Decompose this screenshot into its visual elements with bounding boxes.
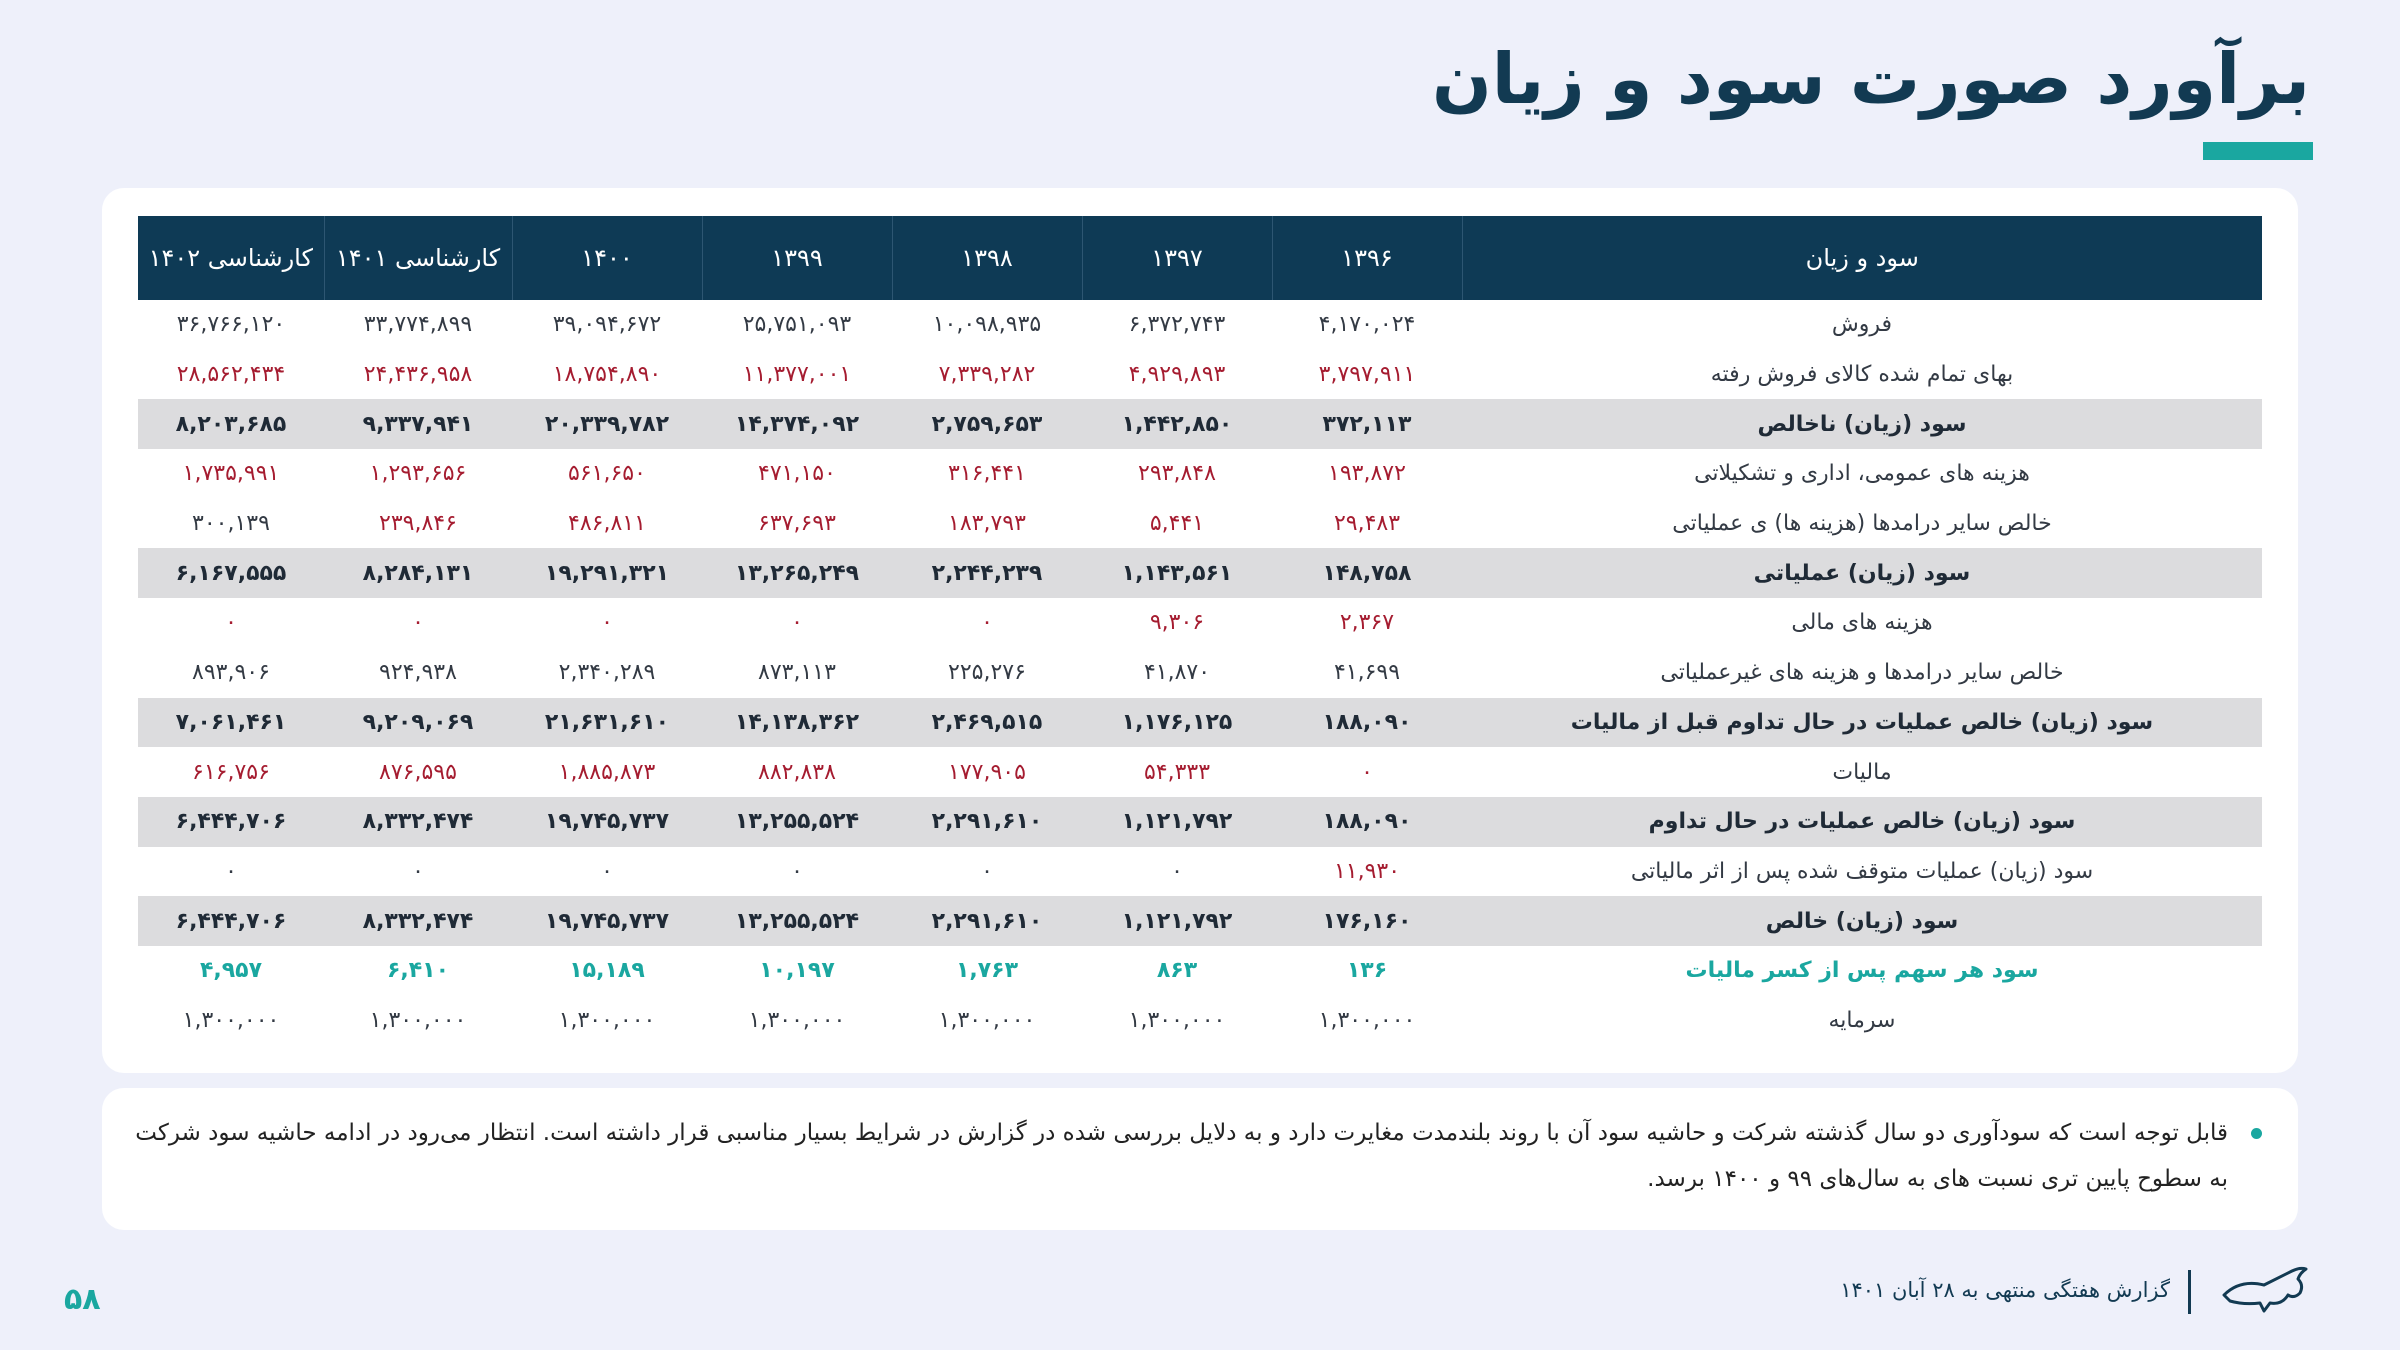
row-label — [1462, 350, 2262, 400]
table-cell: ۰ — [601, 610, 613, 636]
table-cell: ۱۳۶ — [1346, 958, 1388, 984]
table-cell: ۲۸,۵۶۲,۴۳۴ — [176, 362, 286, 388]
table-cell: ۶,۴۴۴,۷۰۶ — [138, 797, 324, 847]
table-cell: ۱,۴۴۲,۸۵۰ — [1082, 399, 1272, 449]
table-cell: ۳۱۶,۴۴۱ — [948, 461, 1026, 487]
table-cell: ۴۱,۶۹۹ — [1333, 660, 1401, 686]
table-cell: ۱,۳۰۰,۰۰۰ — [748, 1007, 846, 1033]
table-cell: ۱۰,۰۹۸,۹۳۵ — [932, 312, 1042, 338]
table-row — [138, 499, 2262, 549]
table-cell: ۲۹,۴۸۳ — [1333, 511, 1401, 537]
table-cell: ۱۳,۲۵۵,۵۲۴ — [702, 797, 892, 847]
table-cell: ۲۰,۳۳۹,۷۸۲ — [512, 399, 702, 449]
table-header-row — [138, 216, 2262, 300]
table-cell: ۸۷۳,۱۱۳ — [758, 660, 836, 686]
table-cell: ۱۹,۷۴۵,۷۳۷ — [512, 797, 702, 847]
table-cell: ۳۷۲,۱۱۳ — [1272, 399, 1462, 449]
table-row — [138, 896, 2262, 946]
table-cell: ۰ — [225, 858, 237, 884]
table-cell: ۱۵,۱۸۹ — [569, 958, 645, 984]
row-label-text: مالیات — [1832, 759, 1892, 785]
table-cell: ۲,۷۵۹,۶۵۳ — [892, 399, 1082, 449]
table-cell: ۵۴,۳۳۳ — [1143, 759, 1211, 785]
row-label — [1462, 797, 2262, 847]
table-row — [138, 300, 2262, 350]
row-label — [1462, 698, 2262, 748]
table-cell: ۱,۳۰۰,۰۰۰ — [369, 1007, 467, 1033]
table-cell: ۱۹۳,۸۷۲ — [1328, 461, 1406, 487]
table-cell: ۶,۳۷۲,۷۴۳ — [1128, 312, 1226, 338]
table-cell: ۸۸۲,۸۳۸ — [758, 759, 836, 785]
footer-report-title: گزارش هفتگی منتهی به ۲۸ آبان ۱۴۰۱ — [1840, 1278, 2170, 1302]
table-cell: ۳,۷۹۷,۹۱۱ — [1318, 362, 1416, 388]
table-cell: ۱۹,۷۴۵,۷۳۷ — [512, 896, 702, 946]
header-1397: ۱۳۹۷ — [1082, 216, 1272, 300]
table-cell: ۲۲۵,۲۷۶ — [948, 660, 1026, 686]
table-cell: ۱۸۳,۷۹۳ — [948, 511, 1026, 537]
table-cell: ۱۹,۲۹۱,۳۲۱ — [512, 548, 702, 598]
table-cell: ۱۱,۹۳۰ — [1333, 858, 1401, 884]
table-cell: ۷,۳۳۹,۲۸۲ — [938, 362, 1036, 388]
table-cell: ۵,۴۴۱ — [1149, 511, 1205, 537]
table-cell: ۴,۹۵۷ — [199, 958, 263, 984]
header-1396: ۱۳۹۶ — [1272, 216, 1462, 300]
table-cell: ۸۹۳,۹۰۶ — [192, 660, 270, 686]
table-cell: ۱۴,۳۷۴,۰۹۲ — [702, 399, 892, 449]
table-cell: ۰ — [1361, 759, 1373, 785]
table-row — [138, 847, 2262, 897]
page-title: برآورد صورت سود و زیان — [1432, 38, 2310, 120]
table-cell: ۲۱,۶۳۱,۶۱۰ — [512, 698, 702, 748]
table-cell: ۱۰,۱۹۷ — [759, 958, 835, 984]
table-cell: ۱,۲۹۳,۶۵۶ — [369, 461, 467, 487]
table-cell: ۱,۷۳۵,۹۹۱ — [182, 461, 280, 487]
header-1399: ۱۳۹۹ — [702, 216, 892, 300]
table-cell: ۱۳,۲۶۵,۲۴۹ — [702, 548, 892, 598]
row-label-text: سود (زیان) خالص عملیات در حال تداوم — [1648, 809, 2076, 835]
income-statement-card — [102, 188, 2298, 1073]
table-cell: ۱,۷۶۳ — [955, 958, 1019, 984]
table-row — [138, 449, 2262, 499]
table-cell: ۴,۱۷۰,۰۲۴ — [1318, 312, 1416, 338]
table-cell: ۰ — [981, 858, 993, 884]
row-label-text: خالص سایر درامدها و هزینه های غیرعملیاتی — [1660, 660, 2064, 686]
title-underline — [2203, 142, 2313, 160]
table-cell: ۱,۸۸۵,۸۷۳ — [558, 759, 656, 785]
table-cell: ۶۱۶,۷۵۶ — [192, 759, 270, 785]
footer-separator — [2188, 1270, 2191, 1314]
table-cell: ۶,۴۴۴,۷۰۶ — [138, 896, 324, 946]
bull-logo-icon — [2220, 1265, 2310, 1317]
row-label-text: سرمایه — [1828, 1007, 1896, 1033]
table-cell: ۳۳,۷۷۴,۸۹۹ — [363, 312, 473, 338]
table-cell: ۱۳,۲۵۵,۵۲۴ — [702, 896, 892, 946]
table-cell: ۸,۳۳۲,۴۷۴ — [324, 797, 512, 847]
header-1398: ۱۳۹۸ — [892, 216, 1082, 300]
table-cell: ۹۲۴,۹۳۸ — [379, 660, 457, 686]
row-label-text: سود (زیان) خالص — [1765, 908, 1959, 934]
table-cell: ۰ — [412, 858, 424, 884]
table-row — [138, 946, 2262, 996]
row-label — [1462, 946, 2262, 996]
table-cell: ۱,۱۲۱,۷۹۲ — [1082, 896, 1272, 946]
row-label-text: سود (زیان) عملیات متوقف شده پس از اثر مالیاتی — [1630, 858, 2094, 884]
table-cell: ۱,۱۴۳,۵۶۱ — [1082, 548, 1272, 598]
table-cell: ۷,۰۶۱,۴۶۱ — [138, 698, 324, 748]
row-label-text: هزینه های مالی — [1791, 610, 1933, 636]
table-row — [138, 598, 2262, 648]
table-cell: ۰ — [791, 858, 803, 884]
table-cell: ۱۷۷,۹۰۵ — [948, 759, 1026, 785]
row-label — [1462, 598, 2262, 648]
table-cell: ۱,۱۷۶,۱۲۵ — [1082, 698, 1272, 748]
table-cell: ۲۴,۴۳۶,۹۵۸ — [363, 362, 473, 388]
bullet-icon — [2251, 1128, 2262, 1139]
table-cell: ۲۹۳,۸۴۸ — [1138, 461, 1216, 487]
row-label — [1462, 847, 2262, 897]
table-cell: ۴,۹۲۹,۸۹۳ — [1128, 362, 1226, 388]
row-label — [1462, 499, 2262, 549]
table-cell: ۱,۳۰۰,۰۰۰ — [558, 1007, 656, 1033]
row-label-text: سود هر سهم پس از کسر مالیات — [1685, 958, 2039, 984]
table-cell: ۱۸۸,۰۹۰ — [1272, 698, 1462, 748]
table-cell: ۴۱,۸۷۰ — [1143, 660, 1211, 686]
table-cell: ۱,۳۰۰,۰۰۰ — [938, 1007, 1036, 1033]
header-1400: ۱۴۰۰ — [512, 216, 702, 300]
table-cell: ۸۶۳ — [1156, 958, 1198, 984]
table-cell: ۸,۲۸۴,۱۳۱ — [324, 548, 512, 598]
row-label — [1462, 996, 2262, 1046]
page-number: ۵۸ — [64, 1282, 101, 1317]
table-cell: ۲,۲۹۱,۶۱۰ — [892, 797, 1082, 847]
table-cell: ۱۸,۷۵۴,۸۹۰ — [552, 362, 662, 388]
table-cell: ۰ — [981, 610, 993, 636]
note-card — [102, 1088, 2298, 1230]
note-text: قابل توجه است که سودآوری دو سال گذشته شرکت و حاشیه سود آن با روند بلندمدت مغایرت دارد و به دلایل بررسی شده در گزارش در شرایط بسیار مناسبی قرار داشته است. انتظار می‌رود در ادامه حاشیه سود شرکت به سطوح پایین تری نسبت های به سال‌های ۹۹ و ۱۴۰۰ برسد. — [135, 1120, 2228, 1192]
table-cell: ۳۹,۰۹۴,۶۷۲ — [552, 312, 662, 338]
table-cell: ۳۰۰,۱۳۹ — [192, 511, 270, 537]
table-cell: ۹,۲۰۹,۰۶۹ — [324, 698, 512, 748]
row-label — [1462, 399, 2262, 449]
table-cell: ۱,۳۰۰,۰۰۰ — [1318, 1007, 1416, 1033]
table-cell: ۰ — [601, 858, 613, 884]
row-label — [1462, 449, 2262, 499]
header-1402-est: کارشناسی ۱۴۰۲ — [138, 216, 324, 300]
table-cell: ۱۸۸,۰۹۰ — [1272, 797, 1462, 847]
row-label-text: بهای تمام شده کالای فروش رفته — [1710, 362, 2014, 388]
table-cell: ۰ — [225, 610, 237, 636]
table-cell: ۸,۲۰۳,۶۸۵ — [138, 399, 324, 449]
table-cell: ۵۶۱,۶۵۰ — [568, 461, 646, 487]
row-label — [1462, 747, 2262, 797]
table-row — [138, 797, 2262, 847]
table-cell: ۲,۳۴۰,۲۸۹ — [558, 660, 656, 686]
row-label-text: فروش — [1831, 312, 1893, 338]
table-cell: ۲,۲۹۱,۶۱۰ — [892, 896, 1082, 946]
table-cell: ۱,۳۰۰,۰۰۰ — [182, 1007, 280, 1033]
table-cell: ۶,۴۱۰ — [386, 958, 450, 984]
table-row — [138, 698, 2262, 748]
header-1401-est: کارشناسی ۱۴۰۱ — [324, 216, 512, 300]
row-label-text: سود (زیان) خالص عملیات در حال تداوم قبل از مالیات — [1570, 709, 2154, 735]
table-cell: ۲۳۹,۸۴۶ — [379, 511, 457, 537]
table-cell: ۲,۳۶۷ — [1339, 610, 1395, 636]
table-cell: ۸۷۶,۵۹۵ — [379, 759, 457, 785]
table-row — [138, 548, 2262, 598]
table-row — [138, 350, 2262, 400]
table-cell: ۲,۴۶۹,۵۱۵ — [892, 698, 1082, 748]
table-row — [138, 648, 2262, 698]
income-statement-table — [138, 216, 2262, 1045]
table-row — [138, 747, 2262, 797]
table-cell: ۴۷۱,۱۵۰ — [758, 461, 836, 487]
row-label-text: هزینه های عمومی، اداری و تشکیلاتی — [1694, 461, 2030, 487]
row-label-text: خالص سایر درامدها (هزینه ها) ی عملیاتی — [1672, 511, 2052, 537]
table-cell: ۶۳۷,۶۹۳ — [758, 511, 836, 537]
table-row — [138, 399, 2262, 449]
table-cell: ۱۴,۱۳۸,۳۶۲ — [702, 698, 892, 748]
table-cell: ۲۵,۷۵۱,۰۹۳ — [742, 312, 852, 338]
table-cell: ۳۶,۷۶۶,۱۲۰ — [176, 312, 286, 338]
table-row — [138, 996, 2262, 1046]
table-cell: ۹,۳۰۶ — [1149, 610, 1205, 636]
row-label — [1462, 896, 2262, 946]
table-cell: ۰ — [1171, 858, 1183, 884]
row-label — [1462, 300, 2262, 350]
table-cell: ۱۷۶,۱۶۰ — [1272, 896, 1462, 946]
table-cell: ۰ — [412, 610, 424, 636]
table-cell: ۱۴۸,۷۵۸ — [1272, 548, 1462, 598]
table-cell: ۹,۳۳۷,۹۴۱ — [324, 399, 512, 449]
table-cell: ۲,۲۴۴,۲۳۹ — [892, 548, 1082, 598]
table-cell: ۶,۱۶۷,۵۵۵ — [138, 548, 324, 598]
row-label — [1462, 648, 2262, 698]
table-cell: ۴۸۶,۸۱۱ — [568, 511, 646, 537]
table-cell: ۸,۳۳۲,۴۷۴ — [324, 896, 512, 946]
header-label: سود و زیان — [1462, 216, 2262, 300]
row-label — [1462, 548, 2262, 598]
table-cell: ۱,۳۰۰,۰۰۰ — [1128, 1007, 1226, 1033]
row-label-text: سود (زیان) عملیاتی — [1753, 560, 1971, 586]
table-cell: ۱۱,۳۷۷,۰۰۱ — [742, 362, 852, 388]
row-label-text: سود (زیان) ناخالص — [1757, 411, 1967, 437]
table-cell: ۰ — [791, 610, 803, 636]
table-cell: ۱,۱۲۱,۷۹۲ — [1082, 797, 1272, 847]
